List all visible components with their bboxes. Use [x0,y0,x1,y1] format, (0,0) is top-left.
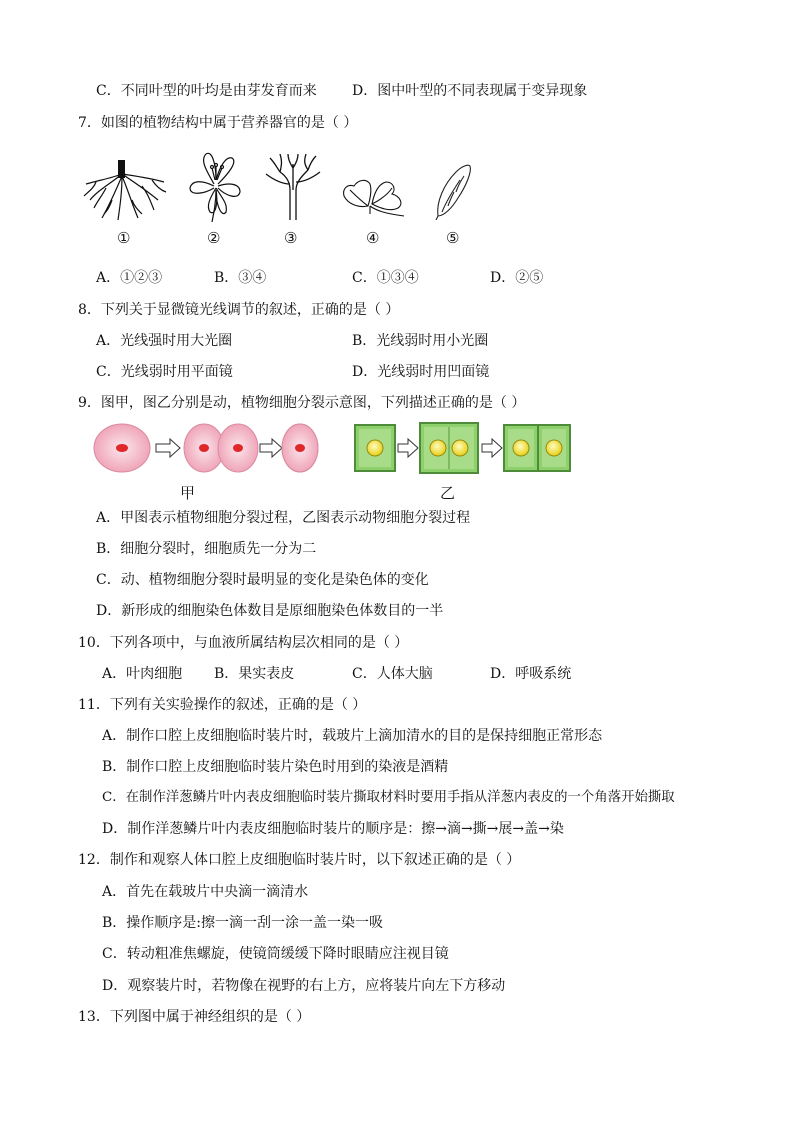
flower-icon [186,150,244,222]
q9-option-d: D．新形成的细胞染色体数目是原细胞染色体数目的一半 [96,603,444,619]
q12-option-a: A．首先在载玻片中央滴一滴清水 [102,884,309,900]
root-icon [82,160,168,222]
q9-option-b: B．细胞分裂时，细胞质先一分为二 [96,541,317,557]
q9-figure-label-yi: 乙 [440,484,456,502]
q12-option-b: B．操作顺序是:擦一滴一刮一涂一盖一染一吸 [102,915,384,931]
q12-option-c: C．转动粗准焦螺旋，使镜筒缓缓下降时眼睛应注视目镜 [102,946,449,962]
q11-option-b: B．制作口腔上皮细胞临时装片染色时用到的染液是酒精 [102,759,449,775]
q7-figure-label-1: ① [117,229,131,247]
q7-option-a: A．①②③ [96,270,163,286]
q7-figure-label-2: ② [207,229,221,247]
q7-option-b: B．③④ [214,270,267,286]
q8-option-c: C．光线弱时用平面镜 [96,364,233,380]
q9-option-a: A．甲图表示植物细胞分裂过程，乙图表示动物细胞分裂过程 [96,510,471,526]
q13-stem: 13．下列图中属于神经组织的是（ ） [78,1009,311,1025]
q7-stem: 7．如图的植物结构中属于营养器官的是（ ） [78,115,358,131]
q10-option-d: D．呼吸系统 [490,666,572,682]
q10-stem: 10．下列各项中，与血液所属结构层次相同的是（ ） [78,635,409,651]
q10-option-b: B．果实表皮 [214,666,295,682]
stem-icon [264,154,322,220]
q6-option-c: C．不同叶型的叶均是由芽发育而来 [96,83,317,99]
q6-option-d: D．图中叶型的不同表现属于变异现象 [352,83,588,99]
plant-cell-division-figure [354,422,572,474]
q11-option-c: C．在制作洋葱鳞片叶内表皮细胞临时装片撕取材料时要用手指从洋葱内表皮的一个角落开始撕取 [102,790,675,805]
q7-figure-label-3: ③ [284,229,298,247]
q12-option-d: D．观察装片时，若物像在视野的右上方，应将装片向左下方移动 [102,978,506,994]
q9-figure-label-jia: 甲 [180,484,196,502]
q7-option-c: C．①③④ [352,270,419,286]
q11-option-a: A．制作口腔上皮细胞临时装片时，载玻片上滴加清水的目的是保持细胞正常形态 [102,728,603,744]
q10-option-a: A．叶肉细胞 [102,666,183,682]
animal-cell-extra [248,422,320,474]
seed-pod-icon [434,162,474,220]
leaf-icon [338,174,408,218]
q7-option-d: D．②⑤ [490,270,544,286]
q8-option-b: B．光线弱时用小光圈 [352,333,489,349]
q10-option-c: C．人体大脑 [352,666,433,682]
q9-stem: 9．图甲，图乙分别是动，植物细胞分裂示意图，下列描述正确的是（ ） [78,395,526,411]
q12-stem: 12．制作和观察人体口腔上皮细胞临时装片时，以下叙述正确的是（ ） [78,852,521,868]
q11-stem: 11．下列有关实验操作的叙述，正确的是（ ） [78,697,367,713]
q8-option-a: A．光线强时用大光圈 [96,333,233,349]
q8-option-d: D．光线弱时用凹面镜 [352,364,490,380]
q11-option-d: D．制作洋葱鳞片叶内表皮细胞临时装片的顺序是：擦→滴→撕→展→盖→染 [102,821,564,837]
q8-stem: 8．下列关于显微镜光线调节的叙述，正确的是（ ） [78,302,400,318]
q7-figure-label-5: ⑤ [446,229,460,247]
q7-figure-label-4: ④ [366,229,380,247]
q9-option-c: C．动、植物细胞分裂时最明显的变化是染色体的变化 [96,572,429,588]
